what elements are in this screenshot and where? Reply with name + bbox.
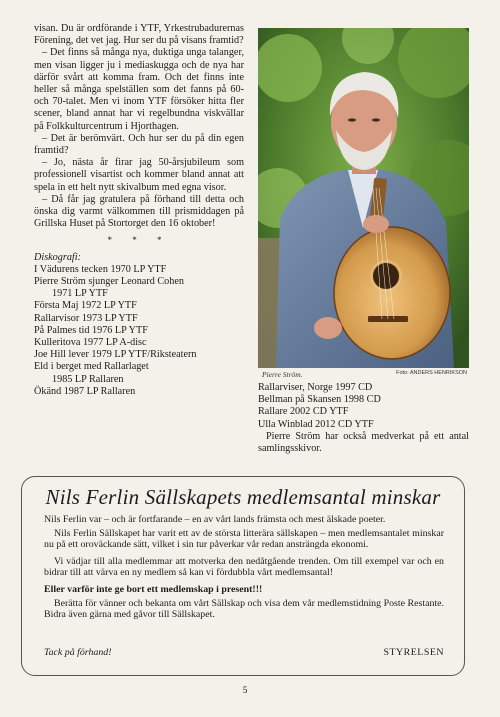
discography-continued-column <box>258 382 469 455</box>
discography-item: Pierre Ström sjunger Leonard Cohen <box>34 276 184 288</box>
notice-paragraph: Berätta för vänner och bekanta om vårt Sällskap och visa dem vår medlemstidning Poste Restante. Bidra även gärna med gåvor till Sällskapet. <box>44 597 444 621</box>
notice-thanks: Tack på förhand! <box>44 647 112 658</box>
discography-item: 1985 LP Rallaren <box>52 373 124 385</box>
discography-item: Joe Hill lever 1979 LP YTF/Riksteatern <box>34 349 197 361</box>
notice-title: Nils Ferlin Sällskapets medlemsantal minskar <box>45 485 441 509</box>
photo-caption: Pierre Ström. <box>262 370 303 379</box>
article-paragraph: – Det är berömvärt. Och hur ser du på din egen framtid? <box>34 132 244 157</box>
discography-item: Rallarviser, Norge 1997 CD <box>258 382 373 393</box>
discography-item: Rallarvisor 1973 LP YTF <box>34 312 138 324</box>
discography-title: Diskografi: <box>34 251 81 263</box>
notice-highlight: Eller varför inte ge bort ett medlemskap i present!!! <box>44 583 263 595</box>
notice-paragraph: Nils Ferlin Sällskapet har varit ett av de största litterära sällskapen – men medlemsantalet minskar nu på ett oroväckande sätt, vilket i sin tur påverkar vår redan ansträngda ekonomi. <box>44 527 444 551</box>
photo-caption-row <box>258 368 469 379</box>
discography-item: Ulla Winblad 2012 CD YTF <box>258 418 374 430</box>
discography-item: Första Maj 1972 LP YTF <box>34 300 137 312</box>
article-paragraph: – Det finns så många nya, duktiga unga talanger, men visan ligger ju i mediaskugga och de nya har därför svårt att komma fram. Och det finns inte heller så många spelställen som det fanns på 60- och 70-talet. Men vi inom YTF försöker hitta fler scener, bland annat har vi regelbundna viskvällar på Folkkulturcentrum i Hjorthagen. <box>34 47 244 132</box>
notice-paragraph: Nils Ferlin var – och är fortfarande – en av vårt lands främsta och mest älskade poeter. <box>44 514 386 525</box>
discography-continued-list <box>258 382 469 431</box>
artist-photo <box>258 28 469 368</box>
discography-item: På Palmes tid 1976 LP YTF <box>34 324 148 336</box>
article-paragraph: – Jo, nästa år firar jag 50-årsjubileum som professionell visartist och kommer bland annat att spela in ett helt nytt skivalbum med egna visor. <box>34 157 244 193</box>
discography-note: Pierre Ström har också medverkat på ett antal samlingsskivor. <box>258 430 469 455</box>
discography-item: Rallare 2002 CD YTF <box>258 406 349 418</box>
discography-item: 1971 LP YTF <box>52 288 108 300</box>
discography-item: Ökänd 1987 LP Rallaren <box>34 385 136 397</box>
article-paragraph: – Då får jag gratulera på förhand till detta och önska dig varmt välkommen till prismiddagen på Grillska Huset på Stortorget den 16 oktober! <box>34 193 244 230</box>
section-separator: * * * <box>107 235 171 246</box>
artist-photo-illustration <box>258 28 469 368</box>
page-number: 5 <box>242 686 248 696</box>
notice-body <box>44 514 444 626</box>
notice-paragraph: Vi vädjar till alla medlemmar att motverka den nedåtgående trenden. Om till exempel var och en bidrar till att värva en ny medlem så kan vi fördubbla vårt medlemsantal! <box>44 555 444 579</box>
article-paragraph: visan. Du är ordförande i YTF, Yrkestrubadurernas Förening, det vet jag. Hur ser du på visans framtid? <box>34 23 244 47</box>
membership-notice-box <box>21 476 465 676</box>
discography-item: Bellman på Skansen 1998 CD <box>258 394 381 406</box>
discography-item: Eld i berget med Rallarlaget <box>34 361 149 373</box>
article-column <box>34 23 244 398</box>
discography-list <box>34 264 244 398</box>
photo-credit: Foto: ANDERS HENRIKSON <box>396 370 467 376</box>
discography-item: I Vädurens tecken 1970 LP YTF <box>34 263 167 275</box>
discography-item: Kulleritova 1977 LP A-disc <box>34 337 147 349</box>
notice-signature: STYRELSEN <box>383 647 444 658</box>
